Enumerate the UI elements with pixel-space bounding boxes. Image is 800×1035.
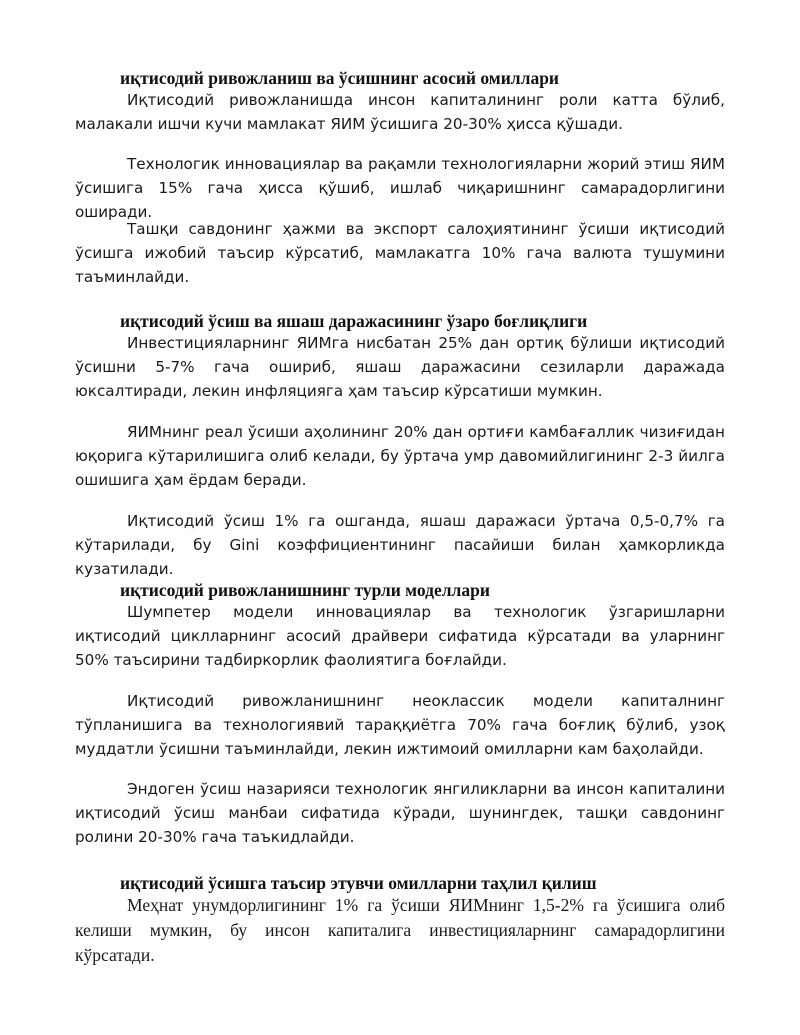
paragraph-3-2: Иқтисодий ривожланишнинг неоклассик модели капиталнинг тўпланишига ва технологиявий тараққиётга 70% гача боғлиқ бўлиб, узоқ муддатли ўсишни таъминлайди, лекин ижтимоий омилларни кам баҳолайди. (75, 692, 725, 758)
paragraph-2-3: Иқтисодий ўсиш 1% га ошганда, яшаш даражаси ўртача 0,5-0,7% га кўтарилади, бу Gini коэффициентининг пасайиши билан ҳамкорликда кузатилади. (75, 512, 725, 578)
paragraph-1-3: Ташқи савдонинг ҳажми ва экспорт салоҳиятининг ўсиши иқтисодий ўсишга ижобий таъсир кўрсатиб, мамлакатга 10% гача валюта тушумини таъминлайди. (75, 220, 725, 286)
section-heading-4: иқтисодий ўсишга таъсир этувчи омилларни таҳлил қилиш (120, 873, 597, 893)
paragraph-1-1: Иқтисодий ривожланишда инсон капиталининг роли катта бўлиб, малакали ишчи кучи мамлакат ЯИМ ўсишига 20-30% ҳисса қўшади. (75, 91, 725, 133)
section-heading-1: иқтисодий ривожланиш ва ўсишнинг асосий омиллари (120, 68, 560, 88)
section-heading-3: иқтисодий ривожланишнинг турли моделлари (120, 580, 490, 600)
paragraph-1-2: Технологик инновациялар ва рақамли технологияларни жорий этиш ЯИМ ўсишига 15% гача ҳисса қўшиб, ишлаб чиқаришнинг самарадорлигини оширади. (75, 155, 725, 221)
section-heading-2: иқтисодий ўсиш ва яшаш даражасининг ўзаро боғлиқлиги (120, 311, 588, 331)
paragraph-4-1: Меҳнат унумдорлигининг 1% га ўсиши ЯИМнинг 1,5-2% га ўсишига олиб келиши мумкин, бу инсон капиталига инвестицияларнинг самарадорлигини кўрсатади. (75, 895, 725, 965)
paragraph-2-1: Инвестицияларнинг ЯИМга нисбатан 25% дан ортиқ бўлиши иқтисодий ўсишни 5-7% гача ошириб, яшаш даражасини сезиларли даражада юксалтиради, лекин инфляцияга ҳам таъсир кўрсатиши мумкин. (75, 334, 725, 400)
paragraph-2-2: ЯИМнинг реал ўсиши аҳолининг 20% дан ортиғи камбағаллик чизиғидан юқорига кўтарилишига олиб келади, бу ўртача умр давомийлигининг 2-3 йилга ошишига ҳам ёрдам беради. (75, 423, 725, 489)
paragraph-3-1: Шумпетер модели инновациялар ва технологик ўзгаришларни иқтисодий циклларнинг асосий драйвери сифатида кўрсатади ва уларнинг 50% таъсирини тадбиркорлик фаолиятига боғлайди. (75, 603, 725, 669)
paragraph-3-3: Эндоген ўсиш назарияси технологик янгиликларни ва инсон капиталини иқтисодий ўсиш манбаи сифатида кўради, шунингдек, ташқи савдонинг ролини 20-30% гача таъкидлайди. (75, 780, 725, 846)
